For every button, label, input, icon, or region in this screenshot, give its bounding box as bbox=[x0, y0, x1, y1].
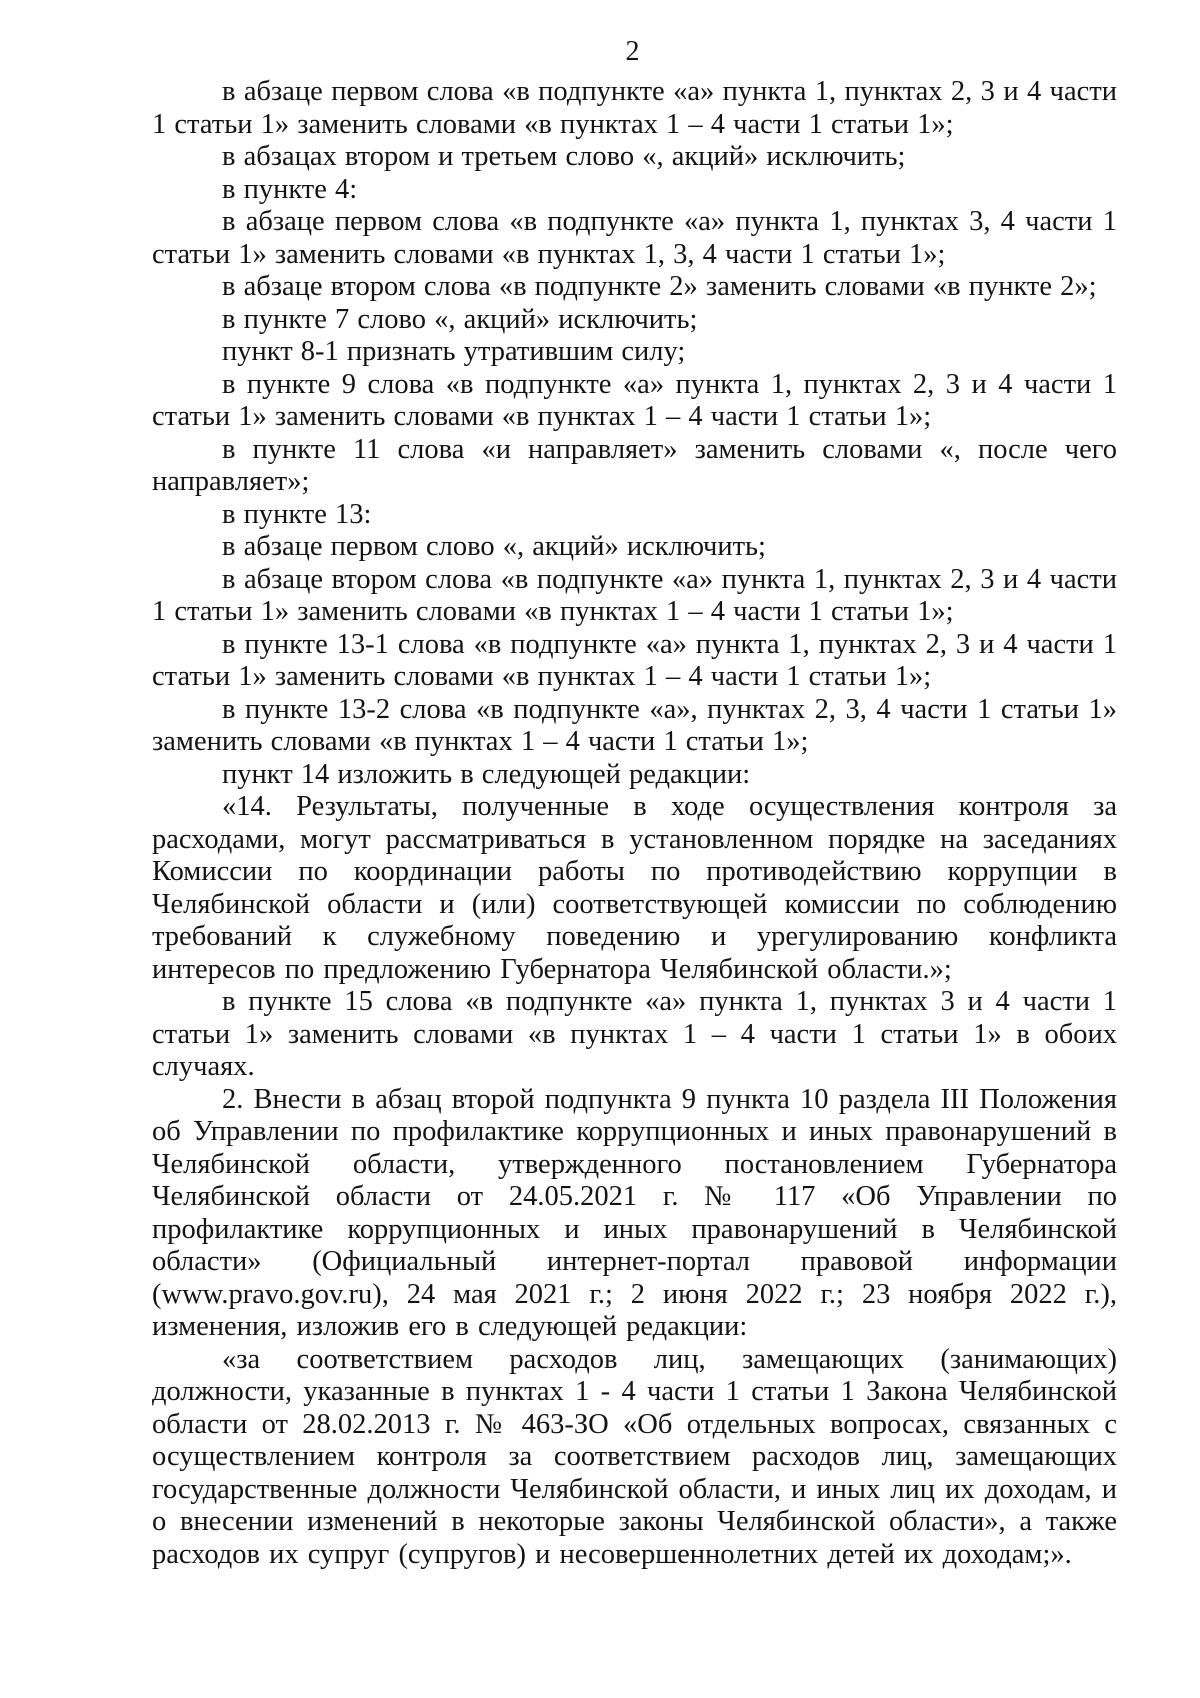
paragraph-6: в пункте 7 слово «, акций» исключить; bbox=[222, 303, 698, 335]
paragraph-4: в абзаце первом слова «в подпункте «а» пункта 1, пунктах 3, 4 части 1 статьи 1» заменить словами «в пунктах 1, 3, 4 части 1 статьи 1»; bbox=[152, 206, 1117, 270]
paragraph-10: в пункте 13: bbox=[222, 498, 372, 530]
document-body bbox=[152, 76, 1117, 1571]
paragraph-9: в пункте 11 слова «и направляет» заменить словами «, после чего направляет»; bbox=[152, 433, 1117, 497]
paragraph-8: в пункте 9 слова «в подпункте «а» пункта 1, пунктах 2, 3 и 4 части 1 статьи 1» заменить словами «в пунктах 1 – 4 части 1 статьи 1»; bbox=[152, 368, 1117, 432]
paragraph-14: в пункте 13-2 слова «в подпункте «а», пунктах 2, 3, 4 части 1 статьи 1» заменить словами «в пунктах 1 – 4 части 1 статьи 1»; bbox=[152, 693, 1117, 757]
paragraph-15: пункт 14 изложить в следующей редакции: bbox=[222, 758, 751, 790]
paragraph-18: 2. Внести в абзац второй подпункта 9 пункта 10 раздела III Положения об Управлении по профилактике коррупционных и иных правонарушений в Челябинской области, утвержденного постановлением Губернатора Челябинской области от 24.05.2021 г. № 117 «Об Управлении по профилактике коррупционных и иных правонарушений в Челябинской области» (Официальный интернет-портал правовой информации (www.pravo.gov.ru), 24 мая 2021 г.; 2 июня 2022 г.; 23 ноября 2022 г.), изменения, изложив его в следующей редакции: bbox=[152, 1083, 1117, 1342]
paragraph-12: в абзаце втором слова «в подпункте «а» пункта 1, пунктах 2, 3 и 4 части 1 статьи 1» заменить словами «в пунктах 1 – 4 части 1 статьи 1»; bbox=[152, 563, 1117, 627]
page-number: 2 bbox=[625, 36, 640, 67]
paragraph-17: в пункте 15 слова «в подпункте «а» пункта 1, пунктах 3 и 4 части 1 статьи 1» заменить словами «в пунктах 1 – 4 части 1 статьи 1» в обоих случаях. bbox=[152, 986, 1117, 1082]
paragraph-2: в абзацах втором и третьем слово «, акций» исключить; bbox=[222, 141, 906, 172]
paragraph-11: в абзаце первом слово «, акций» исключить; bbox=[222, 531, 766, 562]
paragraph-3: в пункте 4: bbox=[222, 173, 358, 205]
paragraph-13: в пункте 13-1 слова «в подпункте «а» пункта 1, пунктах 2, 3 и 4 части 1 статьи 1» заменить словами «в пунктах 1 – 4 части 1 статьи 1»; bbox=[152, 628, 1117, 692]
paragraph-5: в абзаце втором слова «в подпункте 2» заменить словами «в пункте 2»; bbox=[222, 271, 1097, 302]
paragraph-16: «14. Результаты, полученные в ходе осуществления контроля за расходами, могут рассматриваться в установленном порядке на заседаниях Комиссии по координации работы по противодействию коррупции в Челябинской области и (или) соответствующей комиссии по соблюдению требований к служебному поведению и урегулированию конфликта интересов по предложению Губернатора Челябинской области.»; bbox=[152, 791, 1117, 985]
paragraph-1: в абзаце первом слова «в подпункте «а» пункта 1, пунктах 2, 3 и 4 части 1 статьи 1» заменить словами «в пунктах 1 – 4 части 1 статьи 1»; bbox=[152, 76, 1117, 140]
paragraph-19: «за соответствием расходов лиц, замещающих (занимающих) должности, указанные в пунктах 1 - 4 части 1 статьи 1 Закона Челябинской области от 28.02.2013 г. № 463-ЗО «Об отдельных вопросах, связанных с осуществлением контроля за соответствием расходов лиц, замещающих государственные должности Челябинской области, и иных лиц их доходам, и о внесении изменений в некоторые законы Челябинской области», а также расходов их супруг (супругов) и несовершеннолетних детей их доходам;». bbox=[152, 1343, 1117, 1570]
paragraph-7: пункт 8-1 признать утратившим силу; bbox=[222, 336, 686, 367]
